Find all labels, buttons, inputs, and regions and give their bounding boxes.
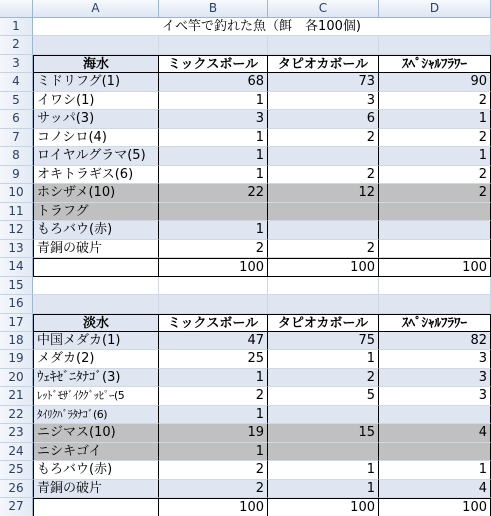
cell[interactable] [268, 295, 379, 313]
value-cell[interactable]: 1 [159, 147, 268, 165]
total-label-cell[interactable] [33, 498, 159, 516]
value-cell[interactable]: 1 [159, 221, 268, 239]
value-cell[interactable]: 19 [159, 424, 268, 442]
row-header-25[interactable]: 25 [0, 461, 33, 479]
value-cell[interactable]: 1 [268, 480, 379, 498]
fish-name-cell[interactable]: ニジマス(10) [33, 424, 159, 442]
table-header-c[interactable]: タピオカボール [268, 314, 379, 332]
value-cell[interactable]: 22 [159, 184, 268, 202]
fish-name-cell[interactable]: もろバウ(赤) [33, 221, 159, 239]
fish-name-cell[interactable]: ｳｪｷｾﾞﾆﾀﾅｺﾞ(3) [33, 369, 159, 387]
value-cell[interactable]: 15 [268, 424, 379, 442]
value-cell[interactable]: 2 [268, 240, 379, 258]
value-cell[interactable]: 2 [159, 240, 268, 258]
row-header-3[interactable]: 3 [0, 55, 33, 73]
value-cell[interactable] [379, 240, 491, 258]
value-cell[interactable]: 12 [268, 184, 379, 202]
value-cell[interactable]: 2 [159, 461, 268, 479]
cell[interactable] [379, 277, 491, 295]
fish-name-cell[interactable]: ﾚｯﾄﾞﾓｻﾞｲｸｸﾞｯﾋﾟｰ(5 [33, 387, 159, 405]
value-cell[interactable]: 2 [268, 369, 379, 387]
total-cell[interactable]: 100 [159, 498, 268, 516]
value-cell[interactable] [379, 203, 491, 221]
value-cell[interactable]: 82 [379, 332, 491, 350]
value-cell[interactable] [268, 203, 379, 221]
row-header-20[interactable]: 20 [0, 369, 33, 387]
value-cell[interactable] [268, 443, 379, 461]
fish-name-cell[interactable]: トラフグ [33, 203, 159, 221]
fish-name-cell[interactable]: オキトラギス(6) [33, 166, 159, 184]
value-cell[interactable] [379, 406, 491, 424]
value-cell[interactable]: 2 [159, 480, 268, 498]
fish-name-cell[interactable]: ニシキゴイ [33, 443, 159, 461]
value-cell[interactable]: 2 [379, 92, 491, 110]
value-cell[interactable]: 47 [159, 332, 268, 350]
value-cell[interactable]: 90 [379, 73, 491, 91]
value-cell[interactable]: 3 [379, 387, 491, 405]
table-header-d[interactable]: ｽﾍﾟｼｬﾙﾌﾗﾜｰ [379, 314, 491, 332]
column-header-a[interactable]: A [33, 0, 159, 18]
select-all-corner[interactable] [0, 0, 33, 18]
table-header-d[interactable]: ｽﾍﾟｼｬﾙﾌﾗﾜｰ [379, 55, 491, 73]
row-header-13[interactable]: 13 [0, 240, 33, 258]
value-cell[interactable]: 1 [379, 147, 491, 165]
value-cell[interactable]: 4 [379, 480, 491, 498]
total-label-cell[interactable] [33, 258, 159, 276]
total-cell[interactable]: 100 [379, 498, 491, 516]
value-cell[interactable]: 1 [159, 92, 268, 110]
value-cell[interactable] [268, 147, 379, 165]
cell[interactable] [268, 277, 379, 295]
value-cell[interactable]: 75 [268, 332, 379, 350]
cell[interactable] [33, 277, 159, 295]
sheet-title[interactable]: イベ竿で釣れた魚（餌 各100個) [33, 18, 491, 36]
value-cell[interactable]: 1 [268, 350, 379, 368]
row-header-14[interactable]: 14 [0, 258, 33, 276]
row-header-22[interactable]: 22 [0, 406, 33, 424]
fish-name-cell[interactable]: サッパ(3) [33, 110, 159, 128]
row-header-7[interactable]: 7 [0, 129, 33, 147]
row-header-4[interactable]: 4 [0, 73, 33, 91]
row-header-10[interactable]: 10 [0, 184, 33, 202]
row-header-2[interactable]: 2 [0, 36, 33, 54]
table-header-b[interactable]: ミックスボール [159, 314, 268, 332]
row-header-23[interactable]: 23 [0, 424, 33, 442]
value-cell[interactable]: 3 [379, 369, 491, 387]
row-header-17[interactable]: 17 [0, 314, 33, 332]
cell[interactable] [33, 295, 159, 313]
value-cell[interactable] [159, 203, 268, 221]
fish-name-cell[interactable]: 青銅の破片 [33, 240, 159, 258]
row-header-21[interactable]: 21 [0, 387, 33, 405]
value-cell[interactable]: 2 [268, 129, 379, 147]
value-cell[interactable]: 6 [268, 110, 379, 128]
column-header-b[interactable]: B [159, 0, 268, 18]
row-header-27[interactable]: 27 [0, 498, 33, 516]
value-cell[interactable]: 2 [379, 166, 491, 184]
row-header-15[interactable]: 15 [0, 277, 33, 295]
row-header-12[interactable]: 12 [0, 221, 33, 239]
row-header-8[interactable]: 8 [0, 147, 33, 165]
value-cell[interactable]: 2 [159, 387, 268, 405]
total-cell[interactable]: 100 [379, 258, 491, 276]
row-header-18[interactable]: 18 [0, 332, 33, 350]
value-cell[interactable]: 5 [268, 387, 379, 405]
cell[interactable] [33, 36, 159, 54]
value-cell[interactable]: 25 [159, 350, 268, 368]
value-cell[interactable] [379, 443, 491, 461]
table-header-b[interactable]: ミックスボール [159, 55, 268, 73]
total-cell[interactable]: 100 [268, 258, 379, 276]
fish-name-cell[interactable]: イワシ(1) [33, 92, 159, 110]
value-cell[interactable]: 3 [379, 350, 491, 368]
value-cell[interactable]: 1 [159, 406, 268, 424]
fish-name-cell[interactable]: ホシザメ(10) [33, 184, 159, 202]
value-cell[interactable]: 68 [159, 73, 268, 91]
cell[interactable] [159, 36, 268, 54]
table-header-a[interactable]: 海水 [33, 55, 159, 73]
row-header-5[interactable]: 5 [0, 92, 33, 110]
fish-name-cell[interactable]: 青銅の破片 [33, 480, 159, 498]
value-cell[interactable] [268, 221, 379, 239]
total-cell[interactable]: 100 [268, 498, 379, 516]
value-cell[interactable]: 1 [159, 129, 268, 147]
row-header-11[interactable]: 11 [0, 203, 33, 221]
value-cell[interactable]: 1 [268, 461, 379, 479]
cell[interactable] [379, 36, 491, 54]
fish-name-cell[interactable]: コノシロ(4) [33, 129, 159, 147]
column-header-c[interactable]: C [268, 0, 379, 18]
cell[interactable] [159, 277, 268, 295]
value-cell[interactable]: 3 [268, 92, 379, 110]
row-header-1[interactable]: 1 [0, 18, 33, 36]
fish-name-cell[interactable]: 中国メダカ(1) [33, 332, 159, 350]
value-cell[interactable] [379, 221, 491, 239]
table-header-a[interactable]: 淡水 [33, 314, 159, 332]
value-cell[interactable]: 1 [379, 461, 491, 479]
fish-name-cell[interactable]: ﾀｲﾘｸﾊﾞﾗﾀﾅｺﾞ(6) [33, 406, 159, 424]
value-cell[interactable]: 1 [159, 369, 268, 387]
fish-name-cell[interactable]: もろバウ(赤) [33, 461, 159, 479]
value-cell[interactable]: 4 [379, 424, 491, 442]
value-cell[interactable]: 2 [268, 166, 379, 184]
value-cell[interactable]: 1 [379, 110, 491, 128]
fish-name-cell[interactable]: ロイヤルグラマ(5) [33, 147, 159, 165]
value-cell[interactable]: 1 [159, 443, 268, 461]
value-cell[interactable]: 73 [268, 73, 379, 91]
value-cell[interactable]: 3 [159, 110, 268, 128]
cell[interactable] [379, 295, 491, 313]
column-header-d[interactable]: D [379, 0, 491, 18]
value-cell[interactable]: 1 [159, 166, 268, 184]
row-header-24[interactable]: 24 [0, 443, 33, 461]
row-header-9[interactable]: 9 [0, 166, 33, 184]
value-cell[interactable]: 2 [379, 184, 491, 202]
fish-name-cell[interactable]: ミドリフグ(1) [33, 73, 159, 91]
fish-name-cell[interactable]: メダカ(2) [33, 350, 159, 368]
row-header-19[interactable]: 19 [0, 350, 33, 368]
value-cell[interactable] [268, 406, 379, 424]
value-cell[interactable]: 2 [379, 129, 491, 147]
row-header-16[interactable]: 16 [0, 295, 33, 313]
total-cell[interactable]: 100 [159, 258, 268, 276]
row-header-26[interactable]: 26 [0, 480, 33, 498]
row-header-6[interactable]: 6 [0, 110, 33, 128]
table-header-c[interactable]: タピオカボール [268, 55, 379, 73]
cell[interactable] [268, 36, 379, 54]
cell[interactable] [159, 295, 268, 313]
